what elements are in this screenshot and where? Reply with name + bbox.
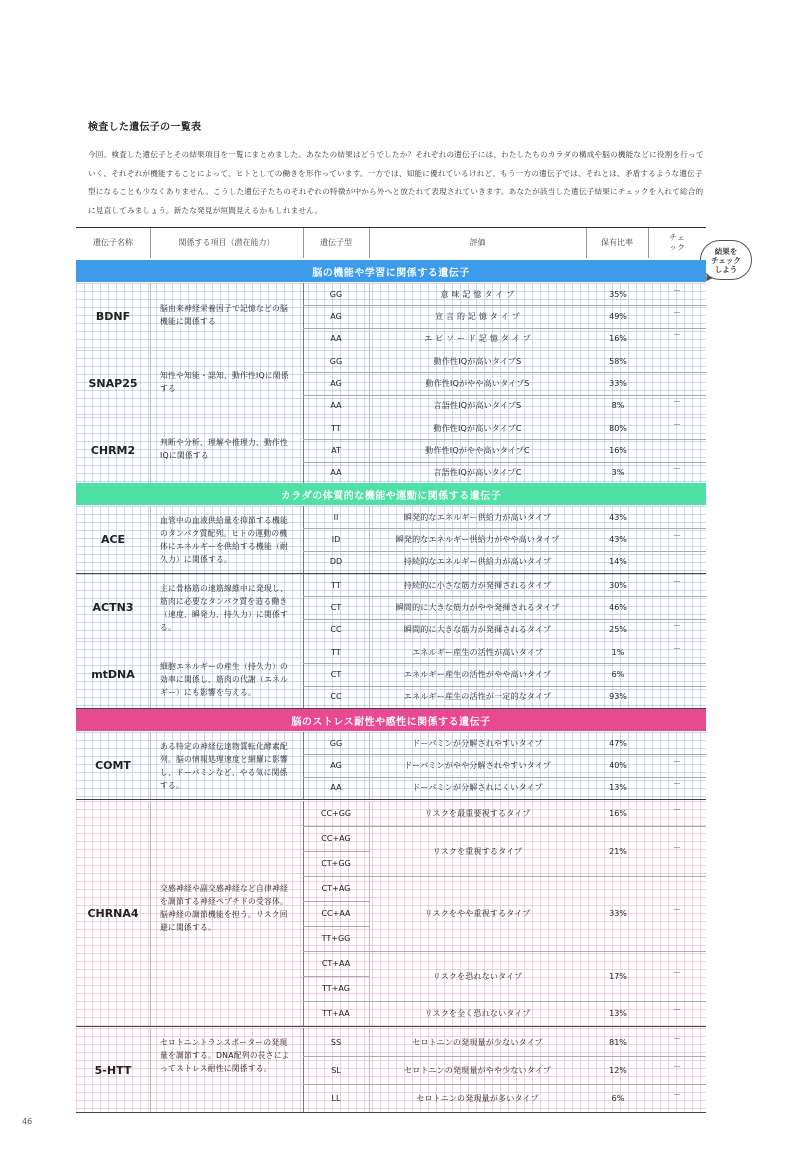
genotype-cell: TT+AA (322, 1009, 350, 1018)
evaluation-cell: リスクを最重要視するタイプ (424, 809, 531, 818)
page-number: 46 (22, 1117, 33, 1126)
evaluation-cell: エ ピ ソ ー ド 記 憶 タ イ プ (424, 334, 531, 344)
ratio-cell: 58% (609, 356, 627, 366)
evaluation-cell: セロトニンの発現量がやや少ないタイプ (404, 1065, 551, 1075)
genotype-cell: AG (330, 311, 342, 321)
gene-name: CHRNA4 (87, 907, 139, 920)
row-divider (303, 777, 706, 778)
genotype-cell: TT (331, 423, 341, 433)
genotype-cell: ID (331, 534, 341, 544)
evaluation-cell: 動作性IQがやや高いタイプC (425, 445, 530, 455)
ratio-cell: 3% (611, 468, 625, 478)
check-cell: － (673, 419, 681, 429)
ratio-cell: 25% (609, 625, 627, 635)
gene-name: mtDNA (91, 667, 135, 681)
genotype-cell: DD (329, 557, 343, 567)
gene-name: CHRM2 (90, 443, 136, 457)
ratio-cell: 33% (609, 378, 627, 388)
col-divider (150, 417, 151, 484)
gene-description: セロトニントランスポーターの発現量を調節する。DNA配列の長さによってストレス耐性に関係する。 (160, 1038, 290, 1073)
evaluation-cell: 動作性IQがやや高いタイプS (425, 378, 530, 388)
row-divider (303, 826, 369, 827)
evaluation-cell: 瞬発的なエネルギー供給力がやや高いタイプ (395, 534, 560, 544)
ratio-cell: 13% (609, 1009, 627, 1018)
ratio-cell: 43% (609, 534, 627, 544)
genotype-cell: CT+GG (321, 859, 351, 868)
ratio-cell: 21% (609, 846, 627, 856)
gene-description: 知性や知能・認知、動作性IQに関係する (160, 371, 289, 394)
check-cell: － (673, 621, 681, 631)
intro-text: 今回、検査した遺伝子とその結果項目を一覧にまとめました。あなたの結果はどうでしたか？それぞれの遺伝子には、わたしたちのカラダの構成や脳の機能などに役割を行っていく、それぞれが機能することによって、ヒトとしての働きを形作っています。一方では、知能に優れているけれど、もう一方の遺伝子では、それとは、矛盾するような遺伝子型になることも少なくありません。こうした遺伝子たちのそれぞれの特徴が中から外へと放たれて表現されていきます。あなたが該当した遺伝子結果にチェックを入れて総合的に見直してみましょう。新たな発見が垣間見えるかもしれません。 (88, 150, 704, 215)
row-divider (303, 1084, 706, 1085)
row-divider (303, 876, 369, 877)
genotype-cell: CC+AA (321, 909, 351, 918)
check-cell (648, 728, 706, 750)
gene-name: ACE (100, 532, 126, 546)
check-cell: － (673, 1061, 681, 1071)
gene-divider (76, 1112, 706, 1113)
section-banner-brain: 脳の機能や学習に関係する遺伝子 (76, 260, 706, 282)
header-genotype: 遺伝子型 (320, 238, 352, 247)
gene-description: 細胞エネルギーの産生（持久力）の効率に関係し、筋肉の代謝（エネルギー）にも影響を与える。 (160, 662, 288, 698)
check-cell (648, 502, 706, 524)
check-cell: － (673, 842, 681, 852)
evaluation-cell: リスクを重視するタイプ (432, 846, 523, 856)
col-divider (150, 801, 151, 1026)
check-cell: － (673, 576, 681, 586)
row-divider (369, 1001, 706, 1002)
row-divider (303, 951, 369, 952)
ratio-cell: 16% (609, 334, 627, 344)
ratio-cell: 49% (609, 311, 627, 321)
ratio-cell: 80% (609, 423, 627, 433)
evaluation-cell: リスクを恐れないタイプ (432, 971, 523, 981)
ratio-cell: 35% (609, 289, 627, 299)
ratio-cell: 1% (611, 647, 625, 657)
row-divider (303, 851, 369, 852)
row-divider (303, 305, 706, 306)
check-cell: － (673, 1005, 681, 1014)
row-divider (303, 596, 706, 597)
row-divider (303, 395, 706, 396)
row-divider (303, 1001, 369, 1002)
check-cell: － (673, 905, 681, 914)
header-check: チェ ック (669, 233, 685, 252)
genotype-cell: TT+GG (321, 934, 351, 943)
evaluation-cell: 意 味 記 憶 タ イ プ (440, 289, 515, 299)
row-divider (369, 876, 706, 877)
row-divider (303, 328, 706, 329)
evaluation-cell: 瞬発的なエネルギー供給力が高いタイプ (403, 512, 552, 522)
evaluation-cell: セロトニンの発現量が多いタイプ (416, 1093, 539, 1103)
genotype-cell: AA (330, 334, 342, 344)
genotype-cell: II (333, 512, 339, 522)
check-cell: － (673, 1089, 681, 1099)
section-banner-stress: 脳のストレス耐性や感性に関係する遺伝子 (76, 709, 706, 731)
row-divider (303, 462, 706, 463)
page-title: 検査した遺伝子の一覧表 (88, 122, 202, 133)
ratio-cell: 8% (611, 401, 625, 411)
row-divider (303, 439, 706, 440)
row-divider (303, 372, 706, 373)
evaluation-cell: ドーパミンが分解されにくいタイプ (412, 783, 543, 793)
col-divider (150, 350, 151, 417)
header-gene: 遺伝子名称 (93, 238, 133, 247)
row-divider (303, 528, 706, 529)
ratio-cell: 13% (609, 783, 627, 793)
row-divider (303, 901, 369, 902)
ratio-cell: 14% (609, 557, 627, 567)
genotype-cell: TT (331, 580, 341, 590)
col-divider (150, 506, 151, 573)
check-cell: － (673, 967, 681, 977)
evaluation-cell: 宣 言 的 記 憶 タ イ プ (435, 311, 520, 321)
gene-description: ある特定の神経伝達物質転化酵素配列。脳の情報処理速度と網羅に影響し、ドーパミンなど、やる気に関係する。 (160, 742, 288, 790)
evaluation-cell: 言語性IQが高いタイプS (433, 401, 522, 411)
col-divider (150, 574, 151, 641)
col-divider (150, 732, 151, 799)
ratio-cell: 33% (609, 909, 627, 918)
gene-name: SNAP25 (88, 376, 138, 390)
genotype-cell: GG (329, 738, 343, 748)
evaluation-cell: セロトニンの発現量が少ないタイプ (412, 1037, 543, 1047)
check-cell: － (673, 464, 681, 474)
gene-name: COMT (95, 758, 131, 772)
row-divider (303, 754, 706, 755)
evaluation-cell: リスクを全く恐れないタイプ (424, 1009, 531, 1018)
ratio-cell: 40% (609, 760, 627, 770)
row-divider (369, 826, 706, 827)
gene-description: 血管中の血液供給量を抑節する機能のタンパク質配列。ヒトの運動の機体にエネルギーを供給する機能（耐久力）に関係する。 (160, 516, 288, 564)
check-cell: － (673, 779, 681, 789)
row-divider (303, 551, 706, 552)
row-divider (369, 951, 706, 952)
evaluation-cell: 動作性IQが高いタイプC (433, 423, 522, 433)
genotype-cell: CT (330, 602, 342, 612)
check-cell: － (673, 805, 681, 814)
ratio-cell: 43% (609, 512, 627, 522)
check-cell: － (673, 1033, 681, 1043)
ratio-cell: 6% (611, 1093, 625, 1103)
gene-divider (76, 799, 706, 800)
check-bubble: 結果を チェック しよう (700, 240, 752, 280)
genotype-cell: TT (331, 647, 341, 657)
ratio-cell: 93% (609, 692, 627, 702)
ratio-cell: 16% (609, 809, 627, 818)
gene-description: 交感神経や副交感神経など自律神経を調節する神経ペプチドの受容体。脳神経の調節機能を担う。リスク回避に関係する。 (160, 883, 288, 932)
check-cell: － (673, 530, 681, 540)
evaluation-cell: 動作性IQが高いタイプS (433, 356, 522, 366)
genotype-cell: AG (330, 378, 342, 388)
check-cell: － (673, 643, 681, 653)
ratio-cell: 47% (609, 738, 627, 748)
genotype-cell: AA (330, 783, 342, 793)
row-divider (303, 976, 369, 977)
genotype-cell: AA (330, 401, 342, 411)
evaluation-cell: ドーパミンがやや分解されやすいタイプ (404, 760, 551, 770)
gene-divider (76, 1026, 706, 1027)
genotype-cell: CC+AG (321, 834, 351, 843)
col-divider (150, 641, 151, 708)
evaluation-cell: 瞬間的に大きな筋力が発揮されるタイプ (403, 625, 552, 635)
header-item: 関係する項目（潜在能力） (178, 238, 275, 247)
ratio-cell: 12% (609, 1065, 627, 1075)
header-evaluation: 評価 (469, 238, 486, 247)
header-ratio: 保有比率 (601, 238, 633, 247)
gene-description: 脳由来神経栄養因子で記憶などの脳機能に関係する (160, 304, 288, 327)
gene-description: 判断や分析、理解や推理力、動作性IQに関係する (160, 438, 288, 461)
genotype-cell: AG (330, 760, 342, 770)
gene-name: 5-HTT (94, 1063, 132, 1077)
genotype-cell: GG (329, 356, 343, 366)
genotype-cell: CC (330, 625, 342, 635)
evaluation-cell: エネルギー産生の活性が一定的なタイプ (403, 692, 552, 702)
evaluation-cell: ドーパミンが分解されやすいタイプ (412, 738, 543, 748)
gene-description: 主に骨格筋の速筋線維中に発現し、筋肉に必要なタンパク質を造る働き（速度、瞬発力、持久力）に関係する。 (160, 584, 288, 632)
check-cell: － (673, 307, 681, 317)
ratio-cell: 16% (609, 445, 627, 455)
check-cell: － (673, 756, 681, 766)
genotype-cell: AT (331, 445, 341, 455)
genotype-cell: LL (331, 1093, 341, 1103)
evaluation-cell: 言語性IQが高いタイプC (433, 468, 522, 478)
ratio-cell: 17% (609, 971, 627, 981)
gene-name: ACTN3 (92, 600, 134, 614)
check-cell: － (673, 285, 681, 295)
genotype-cell: CC+GG (320, 809, 352, 818)
evaluation-cell: エネルギー産生の活性がやや高いタイプ (403, 669, 552, 679)
col-divider (150, 1028, 151, 1112)
evaluation-cell: 持続的に小さな筋力が発揮されるタイプ (403, 580, 552, 590)
genotype-cell: TT+AG (322, 984, 350, 993)
evaluation-cell: リスクをやや重視するタイプ (424, 909, 531, 918)
row-divider (303, 926, 369, 927)
genotype-cell: CC (330, 692, 342, 702)
evaluation-cell: 持続的なエネルギー供給力が高いタイプ (403, 557, 552, 567)
genotype-cell: CT+AA (321, 959, 351, 968)
genotype-cell: CT+AG (321, 884, 351, 893)
check-cell: － (673, 397, 681, 407)
genotype-cell: SS (330, 1037, 342, 1047)
row-divider (303, 686, 706, 687)
row-divider (303, 619, 706, 620)
col-divider (150, 283, 151, 350)
ratio-cell: 30% (609, 580, 627, 590)
genotype-cell: GG (329, 289, 343, 299)
evaluation-cell: エネルギー産生の活性が高いタイプ (412, 647, 543, 657)
genotype-cell: CT (330, 669, 342, 679)
ratio-cell: 81% (609, 1037, 627, 1047)
check-cell (648, 346, 706, 368)
ratio-cell: 46% (609, 602, 627, 612)
row-divider (303, 1056, 706, 1057)
check-cell: － (673, 330, 681, 340)
evaluation-cell: 瞬間的に大きな筋力がやや発揮されるタイプ (395, 602, 560, 612)
section-banner-body: カラダの体質的な機能や運動に関係する遺伝子 (76, 483, 706, 505)
gene-name: BDNF (95, 309, 131, 323)
genotype-cell: SL (331, 1065, 341, 1075)
ratio-cell: 6% (611, 669, 625, 679)
row-divider (303, 663, 706, 664)
genotype-cell: AA (330, 468, 342, 478)
